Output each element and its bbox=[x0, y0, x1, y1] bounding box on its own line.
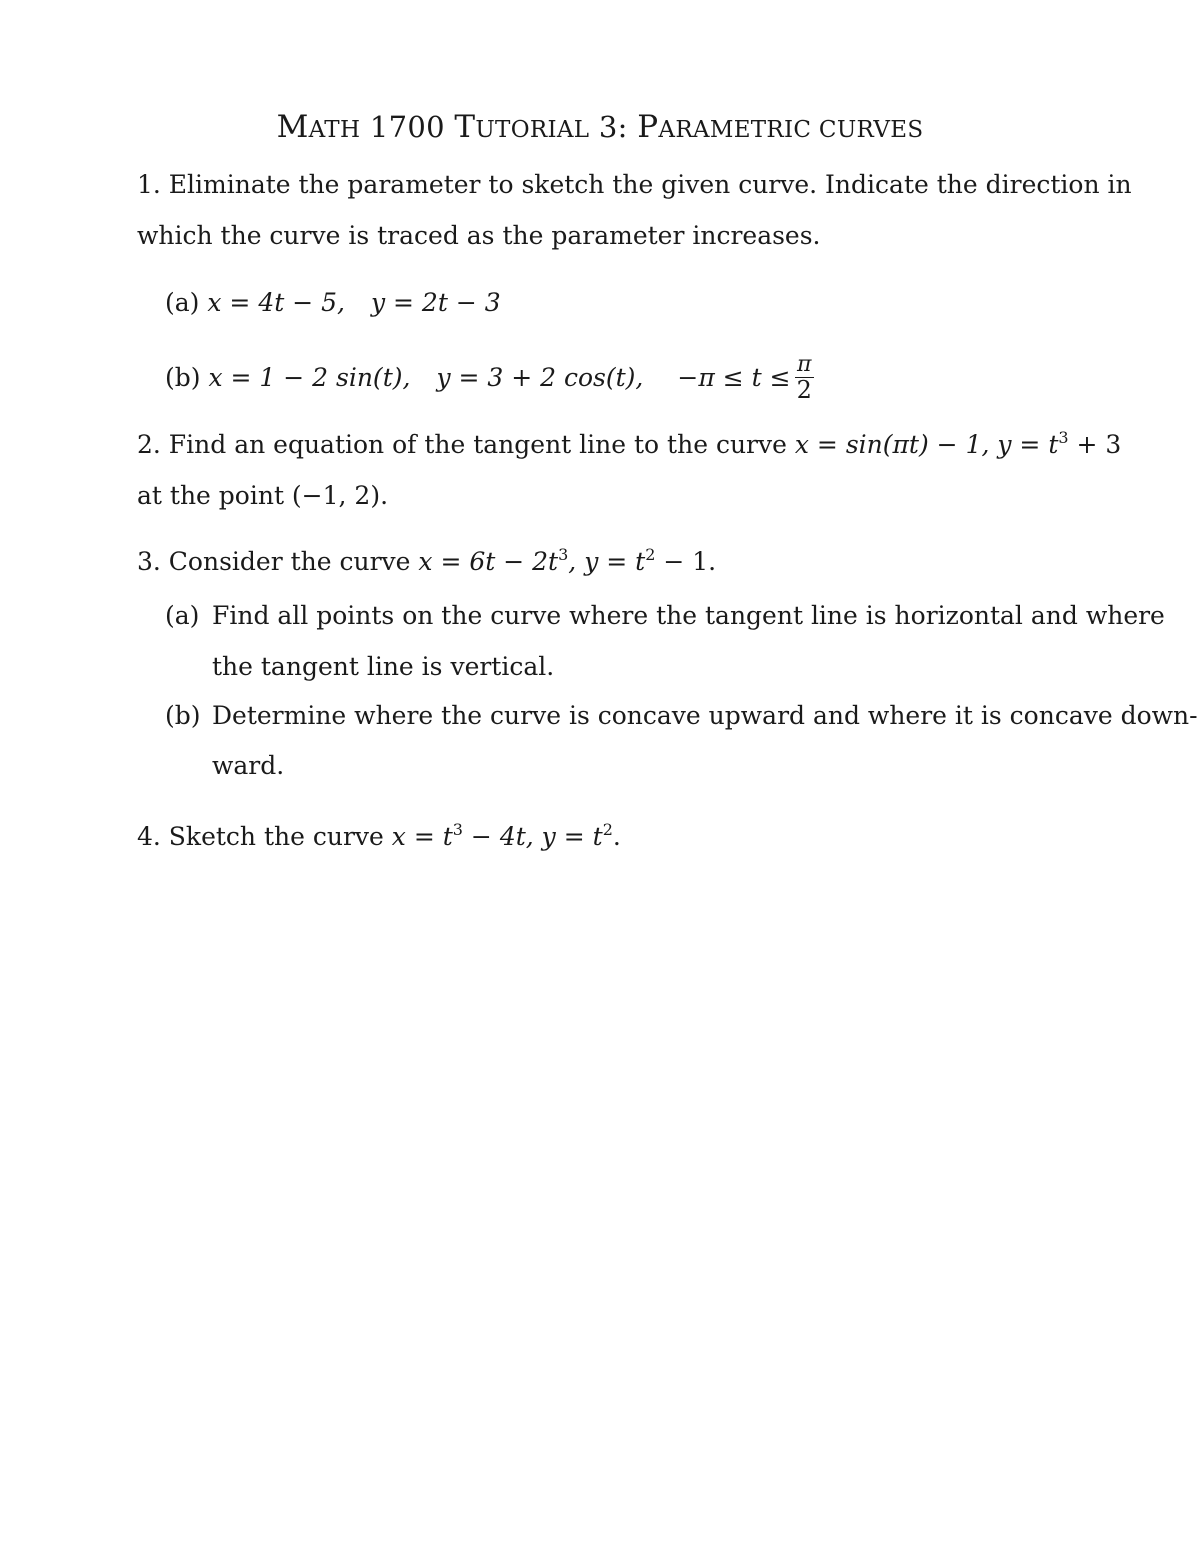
q2-line2: at the point (−1, 2). bbox=[137, 481, 389, 510]
q2-line1 bbox=[137, 430, 1121, 460]
q1a-eq-y: y = 2t − 3 bbox=[370, 288, 501, 317]
q1b-eq-y: y = 3 + 2 cos(t), bbox=[436, 363, 644, 392]
q2-exponent: 3 bbox=[1058, 428, 1069, 447]
q3b-line2: ward. bbox=[212, 751, 285, 780]
q1b-eq-x: x = 1 − 2 sin(t), bbox=[208, 363, 411, 392]
q3-exponent-y: 2 bbox=[645, 545, 656, 564]
q3a-line1: Find all points on the curve where the tangent line is horizontal and where bbox=[212, 601, 1165, 630]
q3a-line2: the tangent line is vertical. bbox=[212, 652, 555, 681]
q1a-eq-x: x = 4t − 5, bbox=[207, 288, 345, 317]
q3-intro bbox=[137, 547, 716, 577]
q4-tail: . bbox=[612, 822, 621, 851]
q1-line1: 1. Eliminate the parameter to sketch the given curve. Indicate the direction in bbox=[137, 170, 1132, 199]
q4-exponent-y: 2 bbox=[602, 820, 613, 839]
q3b-label: (b) bbox=[165, 701, 201, 730]
q4 bbox=[137, 822, 621, 852]
q1-line2: which the curve is traced as the parameter increases. bbox=[137, 221, 821, 250]
page-title bbox=[0, 109, 1200, 145]
q3-eq-tail: − 1. bbox=[663, 547, 717, 576]
q3a-label: (a) bbox=[165, 601, 200, 630]
q1b-range: −π ≤ t ≤ bbox=[677, 363, 791, 392]
q1a bbox=[165, 288, 501, 318]
title-topic-initial: P bbox=[637, 109, 659, 145]
q4-eq-x: x = t bbox=[391, 822, 453, 851]
q3-intro-text: 3. Consider the curve bbox=[137, 547, 411, 576]
q4-eq-y: − 4t, y = t bbox=[470, 822, 603, 851]
title-tutorial-initial: T bbox=[454, 109, 476, 145]
q3b-line1: Determine where the curve is concave upward and where it is concave down- bbox=[212, 701, 1198, 730]
q1b-fraction-numerator: π bbox=[796, 352, 812, 377]
q1b-fraction-denominator: 2 bbox=[796, 376, 812, 404]
title-topic-rest: ARAMETRIC CURVES bbox=[658, 117, 924, 143]
q4-text: 4. Sketch the curve bbox=[137, 822, 384, 851]
q1a-label: (a) bbox=[165, 288, 200, 317]
q1b bbox=[165, 348, 814, 408]
title-tutorial-number: 3: bbox=[598, 110, 628, 144]
q3-exponent-x: 3 bbox=[558, 545, 569, 564]
q2-eq: x = sin(πt) − 1, y = t bbox=[794, 430, 1059, 459]
q3-eq-x: x = 6t − 2t bbox=[418, 547, 559, 576]
q2-text: 2. Find an equation of the tangent line to the curve bbox=[137, 430, 787, 459]
q4-exponent-x: 3 bbox=[452, 820, 463, 839]
title-course-number: 1700 bbox=[369, 110, 445, 144]
q1b-label: (b) bbox=[165, 363, 201, 392]
q3-eq-y: , y = t bbox=[568, 547, 646, 576]
title-math-rest: ATH bbox=[308, 117, 361, 143]
q2-eq-tail: + 3 bbox=[1076, 430, 1122, 459]
title-math-initial: M bbox=[276, 109, 309, 145]
q1b-fraction bbox=[795, 353, 814, 402]
title-tutorial-rest: UTORIAL bbox=[475, 117, 590, 143]
